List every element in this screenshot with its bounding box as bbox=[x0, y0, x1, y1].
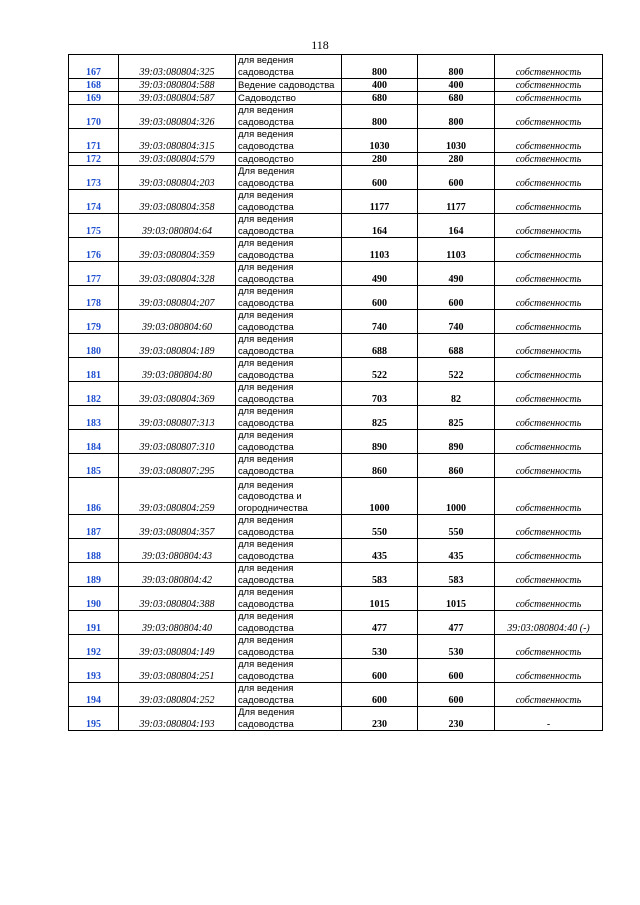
area-value-2: 1103 bbox=[418, 238, 495, 262]
row-number: 184 bbox=[69, 430, 119, 454]
table-row bbox=[69, 478, 603, 515]
table-row bbox=[69, 611, 603, 635]
table-body bbox=[69, 55, 603, 731]
row-number: 183 bbox=[69, 406, 119, 430]
area-value-2: 280 bbox=[418, 153, 495, 166]
table-row bbox=[69, 92, 603, 105]
area-value: 703 bbox=[342, 382, 418, 406]
table-row bbox=[69, 539, 603, 563]
row-number: 188 bbox=[69, 539, 119, 563]
table-row bbox=[69, 286, 603, 310]
right-type: собственность bbox=[495, 515, 603, 539]
row-number: 168 bbox=[69, 79, 119, 92]
area-value-2: 600 bbox=[418, 166, 495, 190]
area-value: 600 bbox=[342, 683, 418, 707]
row-number: 193 bbox=[69, 659, 119, 683]
row-number: 191 bbox=[69, 611, 119, 635]
area-value-2: 860 bbox=[418, 454, 495, 478]
right-type: собственность bbox=[495, 129, 603, 153]
cadastral-number: 39:03:080804:315 bbox=[119, 129, 236, 153]
table-row bbox=[69, 454, 603, 478]
permitted-use: для ведения садоводства bbox=[236, 129, 342, 153]
row-number: 167 bbox=[69, 55, 119, 79]
cadastral-number: 39:03:080804:80 bbox=[119, 358, 236, 382]
cadastral-number: 39:03:080807:310 bbox=[119, 430, 236, 454]
right-type: собственность bbox=[495, 382, 603, 406]
table-row bbox=[69, 382, 603, 406]
cadastral-number: 39:03:080804:325 bbox=[119, 55, 236, 79]
row-number: 178 bbox=[69, 286, 119, 310]
row-number: 187 bbox=[69, 515, 119, 539]
area-value: 860 bbox=[342, 454, 418, 478]
cadastral-number: 39:03:080804:203 bbox=[119, 166, 236, 190]
right-type: собственность bbox=[495, 262, 603, 286]
area-value: 435 bbox=[342, 539, 418, 563]
cadastral-number: 39:03:080804:43 bbox=[119, 539, 236, 563]
permitted-use: для ведения садоводства bbox=[236, 587, 342, 611]
area-value: 477 bbox=[342, 611, 418, 635]
area-value: 230 bbox=[342, 707, 418, 731]
permitted-use: для ведения садоводства bbox=[236, 430, 342, 454]
right-type: собственность bbox=[495, 478, 603, 515]
right-type: собственность bbox=[495, 286, 603, 310]
area-value: 550 bbox=[342, 515, 418, 539]
table-row bbox=[69, 358, 603, 382]
area-value: 800 bbox=[342, 55, 418, 79]
area-value-2: 600 bbox=[418, 683, 495, 707]
right-type: 39:03:080804:40 (-) bbox=[495, 611, 603, 635]
permitted-use: Для ведения садоводства bbox=[236, 166, 342, 190]
area-value-2: 1015 bbox=[418, 587, 495, 611]
area-value: 740 bbox=[342, 310, 418, 334]
permitted-use: для ведения садоводства bbox=[236, 454, 342, 478]
area-value-2: 1000 bbox=[418, 478, 495, 515]
cadastral-number: 39:03:080804:357 bbox=[119, 515, 236, 539]
permitted-use: Ведение садоводства bbox=[236, 79, 342, 92]
permitted-use: для ведения садоводства bbox=[236, 55, 342, 79]
area-value-2: 890 bbox=[418, 430, 495, 454]
cadastral-number: 39:03:080804:40 bbox=[119, 611, 236, 635]
cadastral-number: 39:03:080804:252 bbox=[119, 683, 236, 707]
right-type: собственность bbox=[495, 238, 603, 262]
right-type: собственность bbox=[495, 358, 603, 382]
area-value-2: 600 bbox=[418, 286, 495, 310]
right-type: собственность bbox=[495, 659, 603, 683]
area-value: 680 bbox=[342, 92, 418, 105]
permitted-use: для ведения садоводства bbox=[236, 539, 342, 563]
permitted-use: для ведения садоводства bbox=[236, 683, 342, 707]
page-number: 118 bbox=[311, 38, 329, 52]
area-value: 825 bbox=[342, 406, 418, 430]
row-number: 179 bbox=[69, 310, 119, 334]
right-type: собственность bbox=[495, 587, 603, 611]
table-row bbox=[69, 153, 603, 166]
area-value-2: 600 bbox=[418, 659, 495, 683]
right-type: собственность bbox=[495, 55, 603, 79]
row-number: 171 bbox=[69, 129, 119, 153]
area-value: 490 bbox=[342, 262, 418, 286]
area-value: 1177 bbox=[342, 190, 418, 214]
permitted-use: для ведения садоводства bbox=[236, 214, 342, 238]
table-row bbox=[69, 262, 603, 286]
area-value-2: 825 bbox=[418, 406, 495, 430]
cadastral-number: 39:03:080804:42 bbox=[119, 563, 236, 587]
cadastral-number: 39:03:080804:369 bbox=[119, 382, 236, 406]
area-value-2: 1177 bbox=[418, 190, 495, 214]
right-type: собственность bbox=[495, 190, 603, 214]
right-type: собственность bbox=[495, 430, 603, 454]
table-row bbox=[69, 430, 603, 454]
permitted-use: для ведения садоводства bbox=[236, 105, 342, 129]
row-number: 192 bbox=[69, 635, 119, 659]
row-number: 189 bbox=[69, 563, 119, 587]
table-row bbox=[69, 406, 603, 430]
area-value-2: 400 bbox=[418, 79, 495, 92]
table-row bbox=[69, 79, 603, 92]
right-type: собственность bbox=[495, 454, 603, 478]
row-number: 180 bbox=[69, 334, 119, 358]
permitted-use: для ведения садоводства и огородничества bbox=[236, 478, 342, 515]
row-number: 172 bbox=[69, 153, 119, 166]
area-value: 1030 bbox=[342, 129, 418, 153]
row-number: 175 bbox=[69, 214, 119, 238]
area-value-2: 530 bbox=[418, 635, 495, 659]
right-type: собственность bbox=[495, 310, 603, 334]
table-row bbox=[69, 310, 603, 334]
area-value-2: 680 bbox=[418, 92, 495, 105]
permitted-use: для ведения садоводства bbox=[236, 406, 342, 430]
row-number: 182 bbox=[69, 382, 119, 406]
table-row bbox=[69, 190, 603, 214]
area-value-2: 435 bbox=[418, 539, 495, 563]
permitted-use: для ведения садоводства bbox=[236, 635, 342, 659]
cadastral-number: 39:03:080804:259 bbox=[119, 478, 236, 515]
cadastral-number: 39:03:080804:359 bbox=[119, 238, 236, 262]
cadastral-number: 39:03:080804:207 bbox=[119, 286, 236, 310]
permitted-use: для ведения садоводства bbox=[236, 334, 342, 358]
table-row bbox=[69, 707, 603, 731]
area-value-2: 230 bbox=[418, 707, 495, 731]
row-number: 195 bbox=[69, 707, 119, 731]
permitted-use: для ведения садоводства bbox=[236, 262, 342, 286]
row-number: 181 bbox=[69, 358, 119, 382]
cadastral-number: 39:03:080804:587 bbox=[119, 92, 236, 105]
right-type: собственность bbox=[495, 92, 603, 105]
right-type: собственность bbox=[495, 683, 603, 707]
row-number: 186 bbox=[69, 478, 119, 515]
area-value: 400 bbox=[342, 79, 418, 92]
area-value-2: 800 bbox=[418, 105, 495, 129]
cadastral-number: 39:03:080804:251 bbox=[119, 659, 236, 683]
area-value-2: 164 bbox=[418, 214, 495, 238]
cadastral-number: 39:03:080804:358 bbox=[119, 190, 236, 214]
table-row bbox=[69, 683, 603, 707]
area-value-2: 688 bbox=[418, 334, 495, 358]
permitted-use: для ведения садоводства bbox=[236, 286, 342, 310]
table-row bbox=[69, 238, 603, 262]
cadastral-number: 39:03:080804:189 bbox=[119, 334, 236, 358]
row-number: 194 bbox=[69, 683, 119, 707]
row-number: 170 bbox=[69, 105, 119, 129]
area-value: 600 bbox=[342, 166, 418, 190]
row-number: 176 bbox=[69, 238, 119, 262]
permitted-use: для ведения садоводства bbox=[236, 563, 342, 587]
cadastral-number: 39:03:080804:193 bbox=[119, 707, 236, 731]
area-value: 583 bbox=[342, 563, 418, 587]
row-number: 185 bbox=[69, 454, 119, 478]
area-value: 1103 bbox=[342, 238, 418, 262]
right-type: собственность bbox=[495, 563, 603, 587]
area-value-2: 522 bbox=[418, 358, 495, 382]
cadastral-number: 39:03:080804:64 bbox=[119, 214, 236, 238]
area-value: 600 bbox=[342, 659, 418, 683]
area-value-2: 477 bbox=[418, 611, 495, 635]
area-value: 530 bbox=[342, 635, 418, 659]
table-row bbox=[69, 55, 603, 79]
table-row bbox=[69, 635, 603, 659]
table-row bbox=[69, 515, 603, 539]
area-value: 280 bbox=[342, 153, 418, 166]
area-value-2: 490 bbox=[418, 262, 495, 286]
cadastral-number: 39:03:080804:60 bbox=[119, 310, 236, 334]
area-value-2: 82 bbox=[418, 382, 495, 406]
right-type: собственность bbox=[495, 214, 603, 238]
permitted-use: для ведения садоводства bbox=[236, 310, 342, 334]
right-type: собственность bbox=[495, 166, 603, 190]
row-number: 173 bbox=[69, 166, 119, 190]
permitted-use: для ведения садоводства bbox=[236, 382, 342, 406]
table-row bbox=[69, 166, 603, 190]
table-row bbox=[69, 105, 603, 129]
permitted-use: садоводство bbox=[236, 153, 342, 166]
area-value-2: 1030 bbox=[418, 129, 495, 153]
right-type: собственность bbox=[495, 153, 603, 166]
area-value: 522 bbox=[342, 358, 418, 382]
permitted-use: для ведения садоводства bbox=[236, 611, 342, 635]
row-number: 177 bbox=[69, 262, 119, 286]
area-value-2: 800 bbox=[418, 55, 495, 79]
right-type: собственность bbox=[495, 334, 603, 358]
permitted-use: для ведения садоводства bbox=[236, 190, 342, 214]
table-row bbox=[69, 659, 603, 683]
area-value: 1015 bbox=[342, 587, 418, 611]
area-value: 600 bbox=[342, 286, 418, 310]
cadastral-number: 39:03:080804:328 bbox=[119, 262, 236, 286]
row-number: 190 bbox=[69, 587, 119, 611]
cadastral-number: 39:03:080804:579 bbox=[119, 153, 236, 166]
table-row bbox=[69, 587, 603, 611]
right-type: собственность bbox=[495, 79, 603, 92]
land-plots-table bbox=[68, 54, 603, 731]
right-type: собственность bbox=[495, 635, 603, 659]
cadastral-number: 39:03:080804:588 bbox=[119, 79, 236, 92]
permitted-use: для ведения садоводства bbox=[236, 515, 342, 539]
area-value: 890 bbox=[342, 430, 418, 454]
area-value: 800 bbox=[342, 105, 418, 129]
right-type: - bbox=[495, 707, 603, 731]
table-row bbox=[69, 129, 603, 153]
permitted-use: Для ведения садоводства bbox=[236, 707, 342, 731]
area-value-2: 550 bbox=[418, 515, 495, 539]
table-row bbox=[69, 334, 603, 358]
table-row bbox=[69, 563, 603, 587]
area-value: 688 bbox=[342, 334, 418, 358]
table-row bbox=[69, 214, 603, 238]
permitted-use: для ведения садоводства bbox=[236, 659, 342, 683]
area-value-2: 740 bbox=[418, 310, 495, 334]
cadastral-number: 39:03:080807:313 bbox=[119, 406, 236, 430]
row-number: 169 bbox=[69, 92, 119, 105]
area-value: 164 bbox=[342, 214, 418, 238]
right-type: собственность bbox=[495, 539, 603, 563]
area-value-2: 583 bbox=[418, 563, 495, 587]
permitted-use: для ведения садоводства bbox=[236, 238, 342, 262]
cadastral-number: 39:03:080804:149 bbox=[119, 635, 236, 659]
permitted-use: Садоводство bbox=[236, 92, 342, 105]
right-type: собственность bbox=[495, 406, 603, 430]
area-value: 1000 bbox=[342, 478, 418, 515]
row-number: 174 bbox=[69, 190, 119, 214]
right-type: собственность bbox=[495, 105, 603, 129]
permitted-use: для ведения садоводства bbox=[236, 358, 342, 382]
cadastral-number: 39:03:080804:388 bbox=[119, 587, 236, 611]
cadastral-number: 39:03:080804:326 bbox=[119, 105, 236, 129]
cadastral-number: 39:03:080807:295 bbox=[119, 454, 236, 478]
